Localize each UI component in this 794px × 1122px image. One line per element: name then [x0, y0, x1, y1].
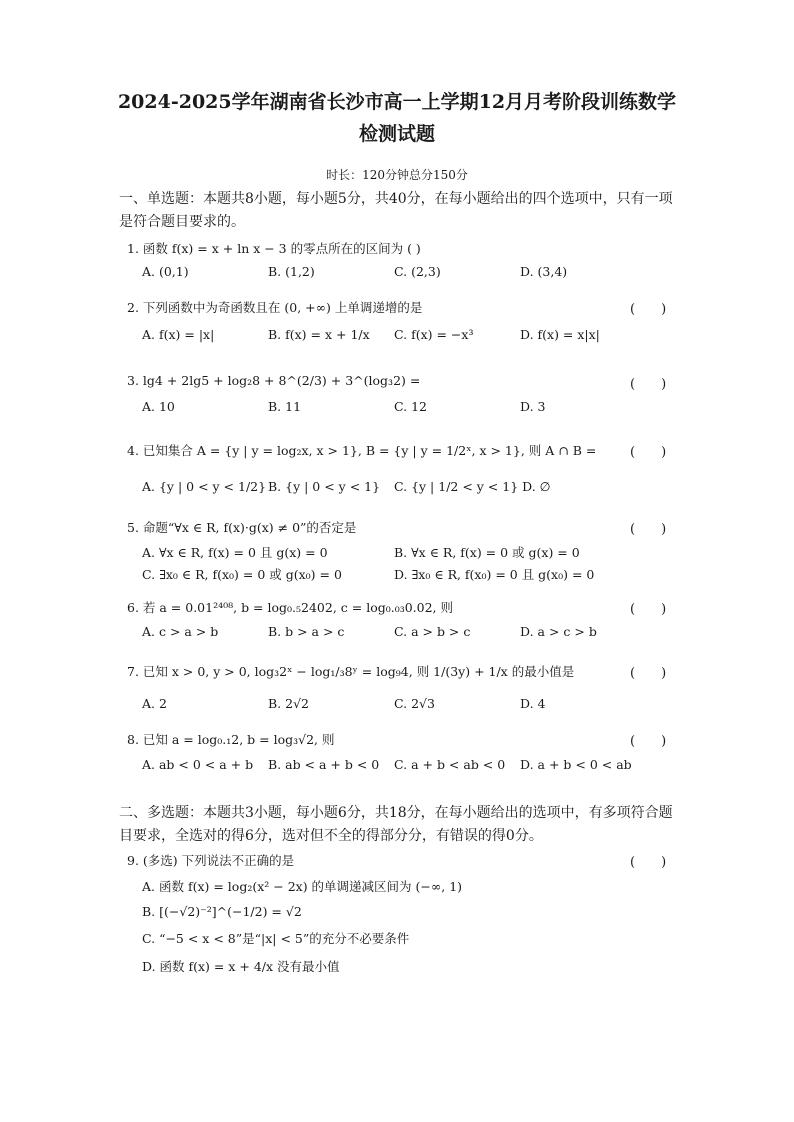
- question-7-stem: 7. 已知 x > 0, y > 0, log₃2ˣ − log₁/₃8ʸ = log₉4, 则 1/(3y) + 1/x 的最小值是: [127, 664, 575, 679]
- question-8-option-d[interactable]: D. a + b < 0 < ab: [520, 757, 632, 772]
- question-4-answer-blank[interactable]: ( ): [630, 445, 667, 460]
- question-9-answer-blank[interactable]: ( ): [630, 855, 667, 870]
- section-single-choice-header: 一、单选题：本题共8小题，每小题5分，共40分，在每小题给出的四个选项中，只有一项是符合题目要求的。: [119, 191, 673, 230]
- question-8-option-c[interactable]: C. a + b < ab < 0: [394, 757, 506, 772]
- question-2-option-a[interactable]: A. f(x) = |x|: [142, 327, 215, 342]
- question-3-stem: 3. lg4 + 2lg5 + log₂8 + 8^(2/3) + 3^(log₃2) =: [127, 373, 421, 388]
- question-1-stem: 1. 函数 f(x) = x + ln x − 3 的零点所在的区间为 ( ): [127, 241, 421, 256]
- question-1-option-d[interactable]: D. (3,4): [520, 264, 568, 279]
- question-1-option-c[interactable]: C. (2,3): [394, 264, 441, 279]
- question-2-stem: 2. 下列函数中为奇函数且在 (0, +∞) 上单调递增的是: [127, 300, 423, 315]
- question-6-option-a[interactable]: A. c > a > b: [142, 624, 219, 639]
- exam-title-line1: 2024-2025学年湖南省长沙市高一上学期12月月考阶段训练数学: [117, 91, 677, 113]
- question-7-option-c[interactable]: C. 2√3: [394, 696, 435, 711]
- question-3-option-d[interactable]: D. 3: [520, 399, 546, 414]
- question-4-option-c-d[interactable]: C. {y | 1/2 < y < 1} D. ∅: [394, 479, 551, 494]
- question-4-option-b[interactable]: B. {y | 0 < y < 1}: [268, 479, 381, 494]
- question-4-options: [142, 479, 662, 501]
- question-8-stem: 8. 已知 a = log₀.₁2, b = log₃√2, 则: [127, 732, 335, 747]
- question-8-option-b[interactable]: B. ab < a + b < 0: [268, 757, 380, 772]
- question-5-options-row2: [142, 565, 662, 587]
- question-5-options-row1: [142, 543, 662, 565]
- question-5-option-a[interactable]: A. ∀x ∈ R, f(x) = 0 且 g(x) = 0: [142, 545, 328, 560]
- question-3-options: [142, 399, 662, 421]
- exam-title-line2: 检测试题: [358, 123, 435, 145]
- question-9-stem: 9. (多选) 下列说法不正确的是: [127, 853, 295, 868]
- question-3-option-a[interactable]: A. 10: [142, 399, 175, 414]
- question-2-option-d[interactable]: D. f(x) = x|x|: [520, 327, 600, 342]
- question-5-stem: 5. 命题“∀x ∈ R, f(x)·g(x) ≠ 0”的否定是: [127, 520, 357, 535]
- question-7-option-b[interactable]: B. 2√2: [268, 696, 310, 711]
- question-3-option-c[interactable]: C. 12: [394, 399, 427, 414]
- question-6-option-d[interactable]: D. a > c > b: [520, 624, 597, 639]
- question-8-option-a[interactable]: A. ab < 0 < a + b: [142, 757, 254, 772]
- question-6-options: [142, 624, 662, 646]
- question-2-options: [142, 327, 662, 349]
- question-1-options: [142, 264, 662, 286]
- question-9-option-d[interactable]: D. 函数 f(x) = x + 4/x 没有最小值: [142, 959, 340, 974]
- exam-duration-score: 时长：120分钟总分150分: [326, 168, 468, 182]
- question-5-option-d[interactable]: D. ∃x₀ ∈ R, f(x₀) = 0 且 g(x₀) = 0: [394, 567, 595, 582]
- question-1-option-a[interactable]: A. (0,1): [142, 264, 189, 279]
- question-9-option-c[interactable]: C. “−5 < x < 8”是“|x| < 5”的充分不必要条件: [142, 931, 410, 946]
- question-7-option-a[interactable]: A. 2: [142, 696, 167, 711]
- question-3-option-b[interactable]: B. 11: [268, 399, 302, 414]
- question-1-option-b[interactable]: B. (1,2): [268, 264, 315, 279]
- question-5-option-b[interactable]: B. ∀x ∈ R, f(x) = 0 或 g(x) = 0: [394, 545, 580, 560]
- question-3-answer-blank[interactable]: ( ): [630, 377, 667, 392]
- question-5-answer-blank[interactable]: ( ): [630, 522, 667, 537]
- question-9-option-b[interactable]: B. [(−√2)⁻²]^(−1/2) = √2: [142, 904, 302, 919]
- question-8-options: [142, 757, 662, 779]
- question-2-option-c[interactable]: C. f(x) = −x³: [394, 327, 474, 342]
- question-2-option-b[interactable]: B. f(x) = x + 1/x: [268, 327, 370, 342]
- question-5-option-c[interactable]: C. ∃x₀ ∈ R, f(x₀) = 0 或 g(x₀) = 0: [142, 567, 342, 582]
- question-6-option-b[interactable]: B. b > a > c: [268, 624, 345, 639]
- question-7-option-d[interactable]: D. 4: [520, 696, 546, 711]
- question-4-stem: 4. 已知集合 A = {y | y = log₂x, x > 1}, B = {y | y = 1/2ˣ, x > 1}, 则 A ∩ B =: [127, 443, 597, 458]
- question-4-option-a[interactable]: A. {y | 0 < y < 1/2}: [142, 479, 267, 494]
- question-2-answer-blank[interactable]: ( ): [630, 302, 667, 317]
- question-6-stem: 6. 若 a = 0.01²⁴⁰⁸, b = log₀.₅2402, c = log₀.₀₃0.02, 则: [127, 600, 454, 615]
- question-9-option-a[interactable]: A. 函数 f(x) = log₂(x² − 2x) 的单调递减区间为 (−∞, 1): [142, 879, 463, 894]
- question-6-answer-blank[interactable]: ( ): [630, 602, 667, 617]
- question-8-answer-blank[interactable]: ( ): [630, 734, 667, 749]
- question-7-options: [142, 696, 662, 718]
- section-multiple-choice-header: 二、多选题：本题共3小题，每小题6分，共18分，在每小题给出的选项中，有多项符合题目要求，全选对的得6分，选对但不全的得部分分，有错误的得0分。: [119, 805, 673, 844]
- question-7-answer-blank[interactable]: ( ): [630, 666, 667, 681]
- question-6-option-c[interactable]: C. a > b > c: [394, 624, 471, 639]
